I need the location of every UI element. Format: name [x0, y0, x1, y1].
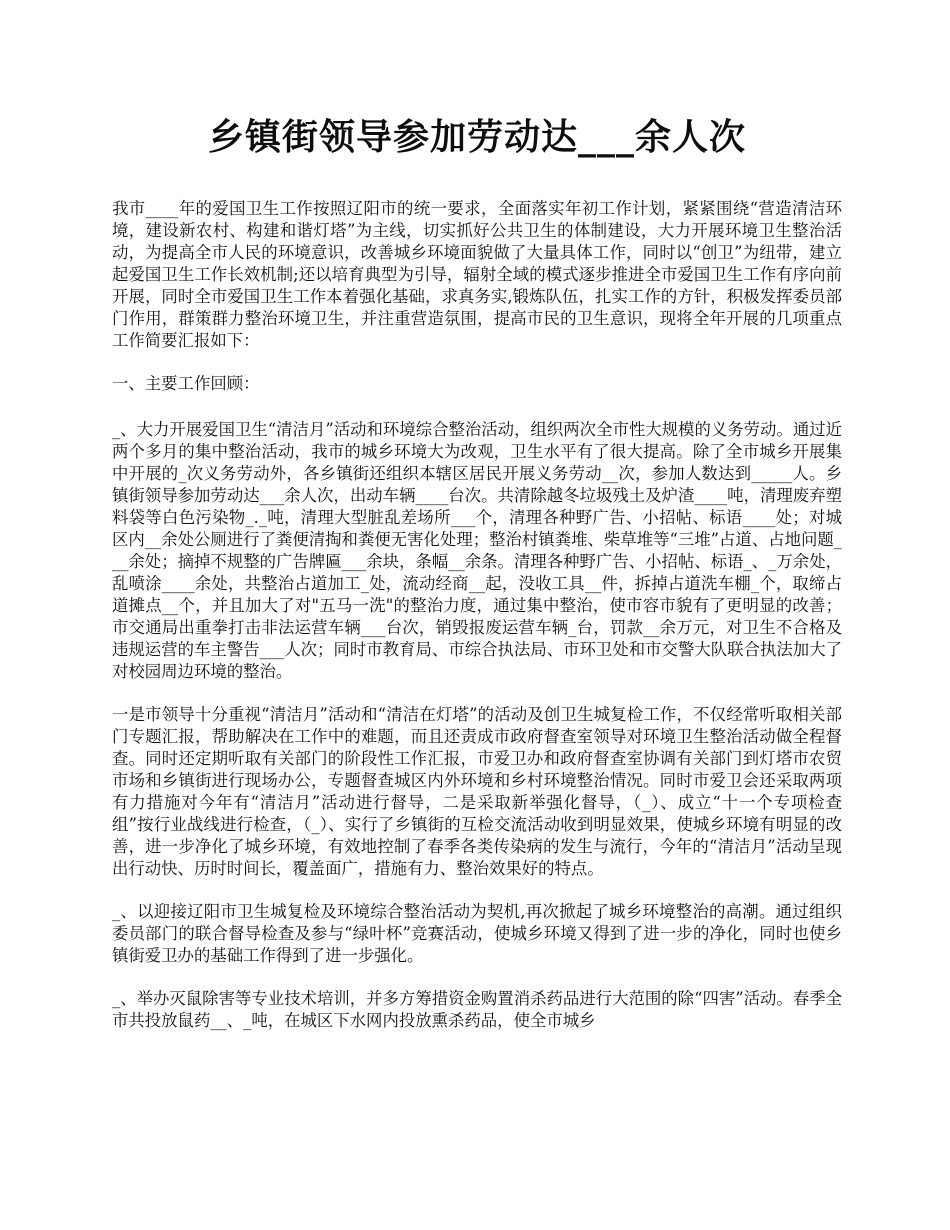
body-paragraph: _、举办灭鼠除害等专业技术培训，并多方筹措资金购置消杀药品进行大范围的除“四害”活动。春季全市共投放鼠药__、_吨，在城区下水网内投放熏杀药品，使全市城乡 [112, 989, 842, 1030]
document-page [112, 112, 842, 1053]
section-heading: 一、主要工作回顾： [112, 374, 260, 393]
document-title: 乡镇街领导参加劳动达___余人次 [207, 117, 746, 158]
intro-paragraph: 我市____年的爱国卫生工作按照辽阳市的统一要求，全面落实年初工作计划，紧紧围绕“营造清洁环境，建设新农村、构建和谐灯塔”为主线，切实抓好公共卫生的体制建设，大力开展环境卫生整治活动，为提高全市人民的环境意识，改善城乡环境面貌做了大量具体工作，同时以“创卫”为纽带，建立起爱国卫生工作长效机制;还以培育典型为引导，辐射全域的模式逐步推进全市爱国卫生工作有序向前开展，同时全市爱国卫生工作本着强化基础，求真务实,锻炼队伍，扎实工作的方针，积极发挥委员部门作用，群策群力整治环境卫生，并注重营造氛围，提高市民的卫生意识，现将全年开展的几项重点工作简要汇报如下： [112, 199, 842, 350]
body-paragraph: 一是市领导十分重视“清洁月”活动和“清洁在灯塔”的活动及创卫生城复检工作，不仅经常听取相关部门专题汇报，帮助解决在工作中的难题，而且还责成市政府督查室领导对环境卫生整治活动做全程督查。同时还定期听取有关部门的阶段性工作汇报，市爱卫办和政府督查室协调有关部门到灯塔市农贸市场和乡镇街进行现场办公，专题督查城区内外环境和乡村环境整治情况。同时市爱卫会还采取两项有力措施对今年有“清洁月”活动进行督导，二是采取新举强化督导，（_）、成立“十一个专项检查组”按行业战线进行检查，（_）、实行了乡镇街的互检交流活动收到明显效果，使城乡环境有明显的改善，进一步净化了城乡环境，有效地控制了春季各类传染病的发生与流行，今年的“清洁月”活动呈现出行动快、历时时间长，覆盖面广，措施有力、整治效果好的特点。 [112, 705, 842, 878]
body-paragraph: _、大力开展爱国卫生“清洁月”活动和环境综合整治活动，组织两次全市性大规模的义务劳动。通过近两个多月的集中整治活动，我市的城乡环境大为改观，卫生水平有了很大提高。除了全市城乡开展集中开展的_次义务劳动外，各乡镇街还组织本辖区居民开展义务劳动__次，参加人数达到_____人。乡镇街领导参加劳动达___余人次，出动车辆____台次。共清除越冬垃圾残土及炉渣____吨，清理废弃塑料袋等白色污染物_._吨，清理大型脏乱差场所___个，清理各种野广告、小招帖、标语____处；对城区内__余处公厕进行了粪便清掏和粪便无害化处理；整治村镇粪堆、柴草堆等“三堆”占道、占地问题___余处；摘掉不规整的广告牌匾___余块，条幅__余条。清理各种野广告、小招帖、标语_、_万余处，乱喷涂____余处，共整治占道加工_处，流动经商__起，没收工具__件，拆掉占道洗车棚_个，取缔占道摊点__个，并且加大了对"五马一洗"的整治力度，通过集中整治，使市容市貌有了更明显的改善；市交通局出重拳打击非法运营车辆___台次，销毁报废运营车辆_台，罚款__余万元，对卫生不合格及违规运营的车主警告___人次；同时市教育局、市综合执法局、市环卫处和市交警大队联合执法加大了对校园周边环境的整治。 [112, 420, 842, 681]
body-paragraph: _、以迎接辽阳市卫生城复检及环境综合整治活动为契机,再次掀起了城乡环境整治的高潮。通过组织委员部门的联合督导检查及参与“绿叶杯”竞赛活动，使城乡环境又得到了进一步的净化，同时也使乡镇街爱卫办的基础工作得到了进一步强化。 [112, 902, 842, 965]
